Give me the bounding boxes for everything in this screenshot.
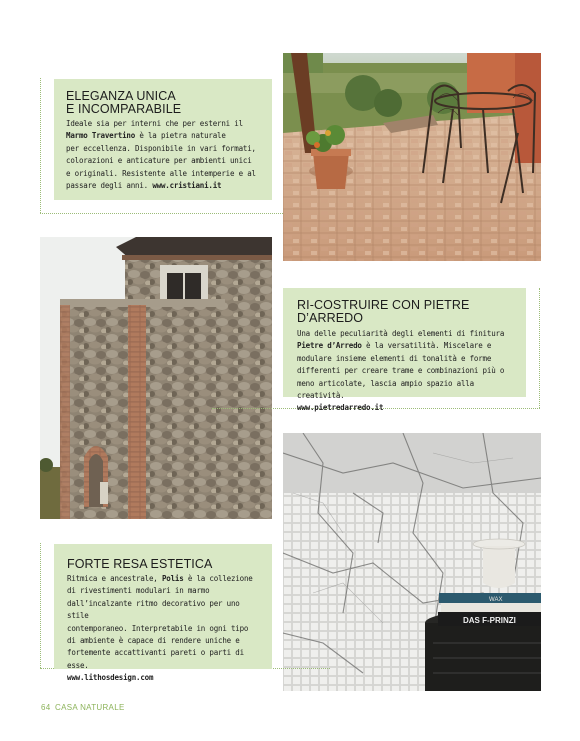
- article-title: FORTE RESA ESTETICA: [67, 557, 213, 571]
- website-link[interactable]: www.lithosdesign.com: [67, 673, 154, 683]
- article-body: Ritmica e ancestrale, Polis è la collezione di rivestimenti modulari in marmo dall’incalzante ritmo decorativo per uno stile contemporaneo. Interpretabile in ogni tipo di ambiente è capace di rendere uniche e fortemente accattivanti pareti o parti di esse. www.lithosdesign.com: [67, 574, 253, 683]
- website-link[interactable]: www.cristiani.it: [152, 181, 222, 191]
- connector-line: [539, 288, 540, 408]
- terrace-travertine-photo: [283, 53, 541, 261]
- book-top-text: WAX: [489, 597, 503, 603]
- stone-house-photo: [40, 237, 272, 519]
- article-box-polis: [54, 544, 272, 683]
- marble-tiles-photo: [283, 433, 541, 691]
- connector-line: [40, 78, 41, 213]
- article-box-travertino: [54, 79, 272, 200]
- magazine-name: CASA NATURALE: [55, 703, 125, 712]
- page-footer: [41, 703, 125, 712]
- article-body: Ideale sia per interni che per esterni il Marmo Travertino è la pietra naturale per eccellenza. Disponibile in vari formati, colorazioni e anticature per ambienti unici e originali. Resistente alle intemperie e al passare degli anni. www.cristiani.it: [66, 119, 256, 191]
- book-spine-text: DAS F-PRINZI: [463, 616, 516, 625]
- connector-line: [40, 543, 41, 668]
- article-title: ELEGANZA UNICA E INCOMPARABILE: [66, 89, 182, 116]
- connector-line: [40, 213, 283, 214]
- article-body: Una delle peculiarità degli elementi di finitura Pietre d’Arredo è la versatilità. Miscelare e modulare insieme elementi di tonalità e forme differenti per creare trame e combinazioni più o meno articolate, lascia ampio spazio alla creatività. www.pietredarredo.it: [297, 329, 505, 413]
- page-number: 64: [41, 703, 51, 712]
- article-box-pietre-darredo: [283, 288, 526, 413]
- article-title: RI-COSTRUIRE CON PIETRE D’ARREDO: [297, 298, 470, 325]
- website-link[interactable]: www.pietredarredo.it: [297, 403, 384, 413]
